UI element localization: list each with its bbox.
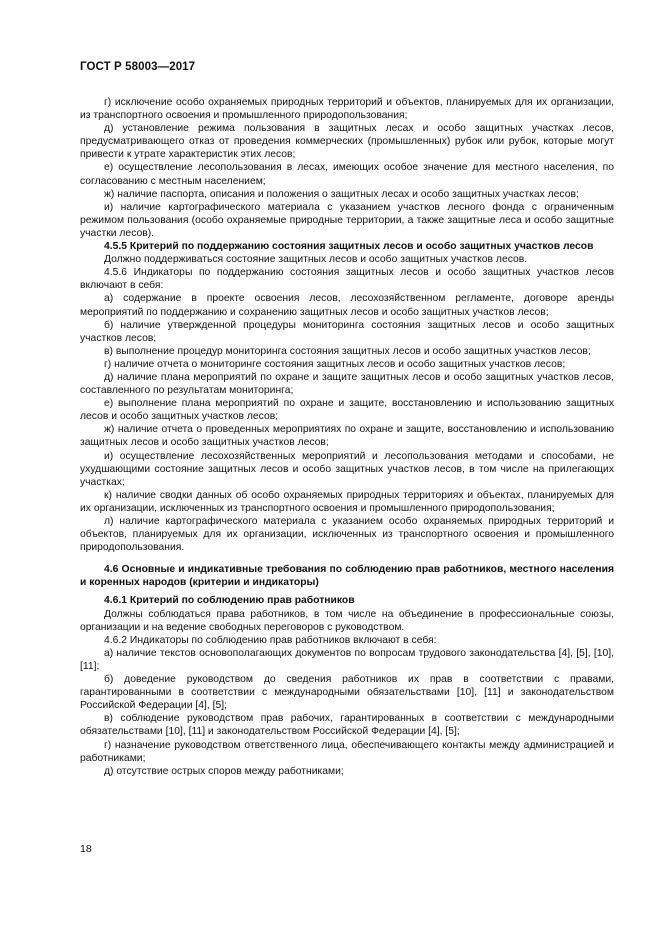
paragraph: и) осуществление лесохозяйственных мероприятий и лесопользования методами и способами, не ухудшающими состояние защитных лесов и особо защитных участков лесов, в том числе на прилегающих участках; <box>80 450 614 488</box>
paragraph: д) отсутствие острых споров между работниками; <box>104 765 344 777</box>
paragraph: е) выполнение плана мероприятий по охране и защите, восстановлению и использованию защитных лесов и особо защитных участков лесов; <box>80 398 614 423</box>
paragraph: л) наличие картографического материала с указанием особо охраняемых природных территорий и объектов, планируемых для их организации, исключенных из транспортного освоения и промышленного природопользования. <box>80 516 614 554</box>
paragraph: ж) наличие паспорта, описания и положения о защитных лесах и особо защитных участках лесов; <box>104 188 579 200</box>
paragraph: д) установление режима пользования в защитных лесах и особо защитных участках лесов, предусматривающего отказ от проведения коммерческих (промышленных) рубок или рубок, которые могут привести к утрате характеристик этих лесов; <box>80 123 614 161</box>
paragraph: в) соблюдение руководством прав рабочих, гарантированных в соответствии с международными обязательствами [10], [11] и законодательством Российской Федерации [4], [5]; <box>80 713 614 738</box>
document-body <box>80 96 614 778</box>
paragraph: г) назначение руководством ответственного лица, обеспечивающего контакты между администрацией и работниками; <box>80 739 614 764</box>
paragraph: г) наличие отчета о мониторинге состояния защитных лесов и особо защитных участков лесов; <box>104 358 566 370</box>
paragraph: 4.5.6 Индикаторы по поддержанию состояния защитных лесов и особо защитных участков лесов включают в себя: <box>80 267 614 292</box>
paragraph: б) наличие утвержденной процедуры мониторинга состояния защитных лесов и особо защитных участков лесов; <box>80 319 614 344</box>
paragraph: Должны соблюдаться права работников, в том числе на объединение в профессиональные союзы, организации и на ведение свободных переговоров с руководством. <box>80 608 614 633</box>
paragraph: а) содержание в проекте освоения лесов, лесохозяйственном регламенте, договоре аренды мероприятий по поддержанию и сохранению защитных лесов и особо защитных участков лесов; <box>80 293 614 318</box>
paragraph: б) доведение руководством до сведения работников их прав в соответствии с правами, гарантированными в соответствии с международными обязательствами [10], [11] и законодательством Российской Федерации [4], [5]; <box>80 674 614 712</box>
section-heading-4-6-1: 4.6.1 Критерий по соблюдению прав работников <box>104 595 355 607</box>
paragraph: к) наличие сводки данных об особо охраняемых природных территориях и объектах, планируемых для их организации, исключенных из транспортного освоения и промышленного природопользования; <box>80 489 614 514</box>
paragraph: Должно поддерживаться состояние защитных лесов и особо защитных участков лесов. <box>104 254 528 266</box>
paragraph: е) осуществление лесопользования в лесах, имеющих особое значение для местного населения, по согласованию с местным населением; <box>80 162 614 187</box>
paragraph: г) исключение особо охраняемых природных территорий и объектов, планируемых для их организации, из транспортного освоения и промышленного природопользования; <box>80 97 614 122</box>
paragraph: а) наличие текстов основополагающих документов по вопросам трудового законодательства [4], [5], [10], [11]; <box>80 647 614 672</box>
section-heading-4-6: 4.6 Основные и индикативные требования по соблюдению прав работников, местного населения и коренных народов (критерии и индикаторы) <box>80 564 614 589</box>
paragraph: д) наличие плана мероприятий по охране и защите защитных лесов и особо защитных участков лесов, составленного по результатам мониторинга; <box>80 371 614 397</box>
paragraph: 4.6.2 Индикаторы по соблюдению прав работников включают в себя: <box>104 634 437 646</box>
paragraph: и) наличие картографического материала с указанием участков лесного фонда с ограниченным режимом пользования (особо охраняемые природные территории, а также защитные леса и особо защитные участки лесов). <box>80 201 614 239</box>
section-heading-4-5-5: 4.5.5 Критерий по поддержанию состояния защитных лесов и особо защитных участков лесов <box>104 241 594 253</box>
page-number: 18 <box>80 843 92 855</box>
paragraph: в) выполнение процедур мониторинга состояния защитных лесов и особо защитных участков лесов; <box>104 345 591 357</box>
paragraph: ж) наличие отчета о проведенных мероприятиях по охране и защите, восстановлению и использованию защитных лесов и особо защитных участков лесов; <box>80 424 614 449</box>
document-header: ГОСТ Р 58003—2017 <box>80 61 196 73</box>
